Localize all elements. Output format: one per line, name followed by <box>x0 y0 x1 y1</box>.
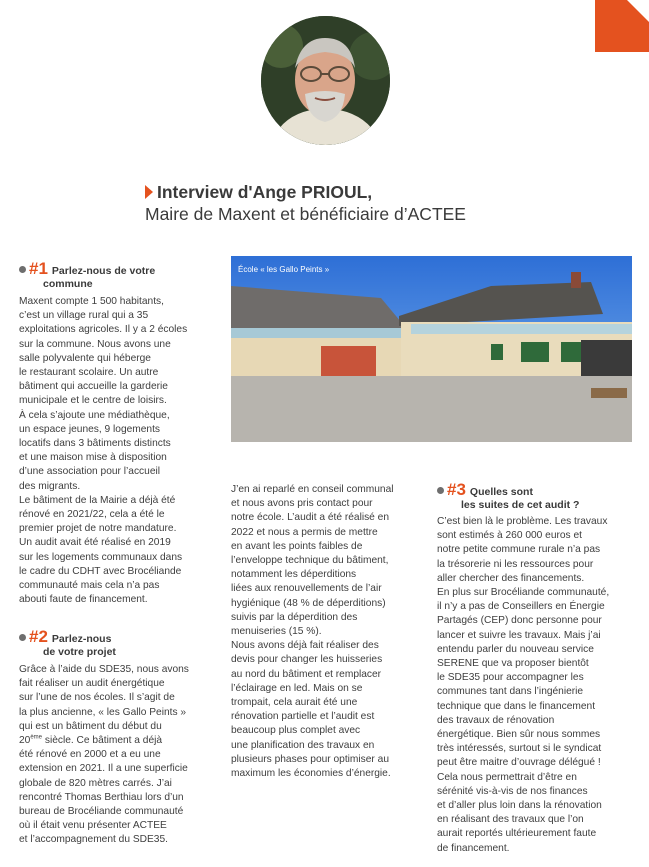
photo-caption: École « les Gallo Peints » <box>238 265 330 274</box>
question-number: #2 <box>29 627 48 646</box>
bullet-icon <box>19 266 26 273</box>
interview-title <box>145 181 466 225</box>
answer-1: Maxent compte 1 500 habitants, c’est un village rural qui a 35 exploitations agricoles. Il y a 2 écoles sur la commune. Nous avons une salle polyvalente qui héberge le restaurant scolaire. Un autre bâtiment qui accueille la garderie municipale et le centre de loisirs. À cela s’ajoute une médiathèque, un espace jeunes, 9 logements locatifs dans 3 bâtiments distincts et une maison mise à disposition d’une association pour l’accueil des migrants. Le bâtiment de la Mairie a déjà été rénové en 2021/22, cela a été le premier projet de notre mandature. Un audit avait été réalisé en 2019 sur les logements communaux dans le cadre du CDHT avec Brocéliande communauté mais cela n’a pas abouti faute de financement. <box>19 296 188 606</box>
bullet-icon <box>19 634 26 641</box>
answer-2-part-1: Grâce à l’aide du SDE35, nous avons fait réaliser un audit énergétique sur l’une de nos écoles. Il s’agit de la plus ancienne, « les Gallo Peints » qui est un bâtiment du début du <box>19 664 189 732</box>
question-text-cont: de votre projet <box>43 646 116 658</box>
school-photo <box>231 256 632 442</box>
question-1-heading <box>19 259 156 291</box>
answer-2 <box>19 663 219 848</box>
corner-tab <box>595 0 649 52</box>
answer-2-continued: J’en ai reparlé en conseil communal et nous avons pris contact pour notre école. L’audit a été réalisé en 2022 et nous a permis de mettre en avant les points faibles de l’enveloppe technique du bâtiment, notamment les déperditions liées aux renouvellements de l’air hygiénique (48 % de déperditions) suivis par la déperdition des menuiseries (15 %). Nous avons déjà fait réaliser des devis pour changer les huisseries au nord du bâtiment et remplacer l’éclairage en led. Mais on se trompait, cela aurait été une rénovation partielle et l’audit est beaucoup plus complet avec une planification des travaux en plusieurs phases pour optimiser au maximum les économies d’énergie. <box>231 484 394 780</box>
interviewee-name: Interview d'Ange PRIOUL, <box>157 182 373 202</box>
question-number: #1 <box>29 259 48 278</box>
interviewee-role: Maire de Maxent et bénéficiaire d’ACTEE <box>145 204 466 224</box>
question-3-heading <box>437 480 580 512</box>
portrait-photo <box>261 16 390 145</box>
century-number: 20 <box>19 735 31 747</box>
question-text: Quelles sont <box>469 486 533 498</box>
question-text: Parlez-nous <box>51 633 112 645</box>
question-text-cont: les suites de cet audit ? <box>461 499 580 511</box>
century-suffix: ème <box>30 734 43 741</box>
bullet-icon <box>437 487 444 494</box>
question-text: Parlez-nous de votre <box>51 265 156 277</box>
question-number: #3 <box>447 480 466 499</box>
arrow-icon <box>145 185 153 199</box>
answer-3: C’est bien là le problème. Les travaux sont estimés à 260 000 euros et notre petite commune rurale n’a pas la trésorerie ni les ressources pour aller chercher des financements. En plus sur Brocéliande communauté, il n’y a pas de Conseillers en Énergie Partagés (CEP) donc personne pour lancer et suivre les travaux. Mais j’ai entendu parler du nouveau service SERENE que va proposer bientôt le SDE35 pour accompagner les communes tant dans l’ingénierie technique que dans le financement des travaux de rénovation énergétique. Bien sûr nous sommes très intéressés, surtout si le syndicat peut être maitre d’ouvrage délégué ! Cela nous permettrait d’être en sérénité vis-à-vis de nos finances et d’aller plus loin dans la rénovation en réalisant des travaux que l’on aurait reportés ultérieurement faute de financement. <box>437 516 610 854</box>
question-2-heading <box>19 627 116 659</box>
answer-2-part-2: siècle. Ce bâtiment a déjà été rénové en 2000 et a eu une extension en 2021. Il a une superficie globale de 820 mètres carrés. J’ai rencontré Thomas Berthiau lors d’un bureau de Brocéliande communauté où il était venu présenter ACTEE et l’accompagnement du SDE35. <box>19 735 188 846</box>
question-text-cont: commune <box>43 278 93 290</box>
